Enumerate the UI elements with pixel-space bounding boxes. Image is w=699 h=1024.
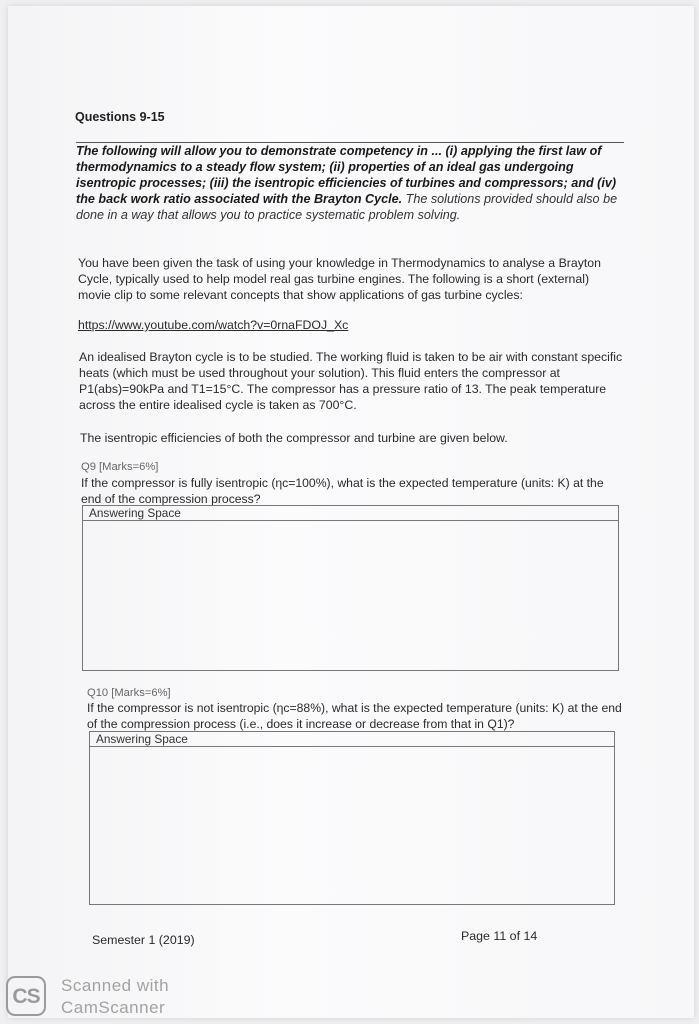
watermark-line2: CamScanner <box>61 998 166 1017</box>
q9-marks: Q9 [Marks=6%] <box>81 461 159 473</box>
intro-bold-text: The following will allow you to demonstrate competency in ... (i) applying the first law of thermodynamics to a steady flow system; (ii) properties of an ideal gas undergoing isentropic processes; (iii) the isentropic efficiencies of turbines and compressors; and (iv) the back work ratio associated with the Brayton Cycle. <box>76 144 617 206</box>
intro-italic-text: The solutions provided should also be done in a way that allows you to practice systematic problem solving. <box>76 192 618 222</box>
q10-question-text: If the compressor is not isentropic (ηc=88%), what is the expected temperature (units: K) at the end of the compression process (i.e., does it increase or decrease from that in Q1)? <box>87 701 622 731</box>
efficiencies-paragraph: The isentropic efficiencies of both the compressor and turbine are given below. <box>80 431 508 445</box>
page-title: Questions 9-15 <box>75 110 165 124</box>
camscanner-watermark <box>61 975 169 1019</box>
q10-marks: Q10 [Marks=6%] <box>87 687 171 699</box>
q10-answer-box[interactable] <box>89 731 615 905</box>
q9-question-text: If the compressor is fully isentropic (ηc=100%), what is the expected temperature (units: K) at the end of the compression process? <box>81 476 604 506</box>
page-number: Page 11 of 14 <box>461 929 538 943</box>
watermark-line1: Scanned with <box>61 976 170 995</box>
task-paragraph: You have been given the task of using your knowledge in Thermodynamics to analyse a Brayton Cycle, typically used to help model real gas turbine engines. The following is a short (external) movie clip to some relevant concepts that show applications of gas turbine cycles: <box>78 256 601 302</box>
youtube-link[interactable]: https://www.youtube.com/watch?v=0rnaFDOJ_Xc <box>78 318 349 332</box>
semester-label: Semester 1 (2019) <box>92 933 195 947</box>
camscanner-logo: CS <box>6 976 46 1016</box>
cycle-description-paragraph: An idealised Brayton cycle is to be studied. The working fluid is taken to be air with constant specific heats (which must be used throughout your solution). This fluid enters the compressor at P1(abs)=90kPa and T1=15°C. The compressor has a pressure ratio of 13. The peak temperature across the entire idealised cycle is taken as 700°C. <box>79 350 623 412</box>
q10-answer-label: Answering Space <box>90 732 614 747</box>
q9-answer-label: Answering Space <box>83 506 618 521</box>
competency-intro <box>76 143 624 223</box>
q9-answer-box[interactable] <box>82 505 619 671</box>
